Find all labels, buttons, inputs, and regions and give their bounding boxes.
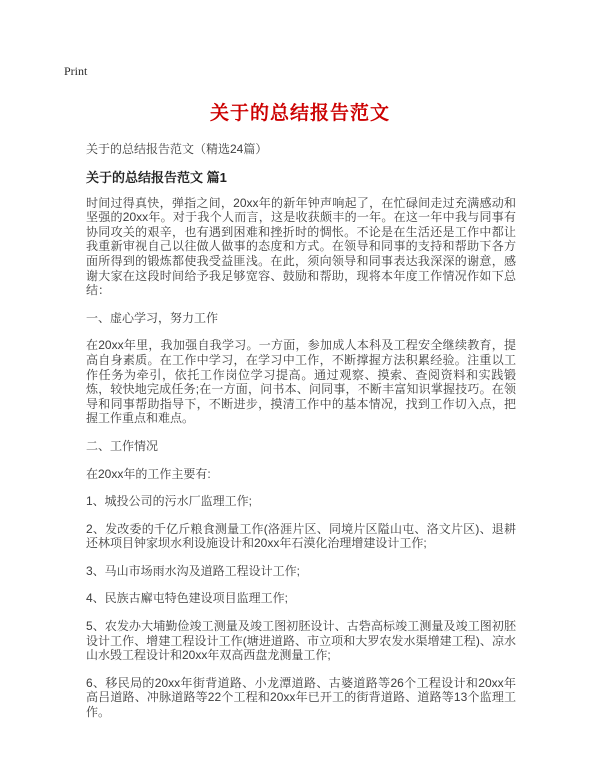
paragraph: 1、城投公司的污水厂监理工作; xyxy=(86,494,253,509)
paragraph: 5、农发办大埔勤俭竣工测量及竣工图初胚设计、古砦高标竣工测量及竣工图初胚设计工作、增建工程设计工作(塘进道路、市立项和大罗农发水渠增建工程)、凉水山水毁工程设计和20xx年双高西盘龙测量工作; xyxy=(86,619,516,663)
page-title: 关于的总结报告范文 xyxy=(209,103,390,124)
section-heading: 关于的总结报告范文 篇1 xyxy=(86,169,227,185)
paragraph: 在20xx年的工作主要有: xyxy=(86,466,211,481)
print-link[interactable]: Print xyxy=(64,64,88,78)
paragraph: 2、发改委的千亿斤粮食测量工作(洛涯片区、同境片区隘山屯、洛文片区)、退耕还林项目钟家坝水利设施设计和20xx年石漠化治理增建设计工作; xyxy=(86,521,516,551)
paragraph: 一、虚心学习，努力工作 xyxy=(86,310,219,325)
paragraph: 时间过得真快，弹指之间，20xx年的新年钟声响起了，在忙碌间走过充满感动和坚强的20xx年。对于我个人而言，这是收获颇丰的一年。在这一年中我与同事有协同攻关的艰辛，也有遇到困难和挫折时的惆怅。不论是在生活还是工作中都让我重新审视自己以往做人做事的态度和方式。在领导和同事的支持和帮助下各方面所得到的锻炼都使我受益匪浅。在此，须向领导和同事表达我深深的谢意，感谢大家在这段时间给予我足够宽容、鼓励和帮助，现将本年度工作情况作如下总结： xyxy=(86,195,516,298)
paragraph: 4、民族古廨屯特色建设项目监理工作; xyxy=(86,591,289,606)
paragraph: 6、移民局的20xx年街背道路、小龙潭道路、古婆道路等26个工程设计和20xx年高吕道路、冲脉道路等22个工程和20xx年已开工的街背道路、道路等13个监理工作。 xyxy=(86,675,516,720)
subtitle: 关于的总结报告范文（精选24篇） xyxy=(86,142,268,156)
paragraph: 3、马山市场雨水沟及道路工程设计工作; xyxy=(86,563,301,578)
article-body xyxy=(86,142,516,720)
paragraph: 在20xx年里，我加强自我学习。一方面，参加成人本科及工程安全继续教育，提高自身素质。在工作中学习，在学习中工作，不断撑握方法积累经验。注重以工作任务为牵引，依托工作岗位学习提高。通过观察、摸索、查阅资料和实践锻炼，较快地完成任务;在一方面，问书本、问同事，不断丰富知识掌握技巧。在领导和同事帮助指导下，不断进步，摸清工作中的基本情况，找到工作切入点，把握工作重点和难点。 xyxy=(86,338,516,426)
paragraph-list xyxy=(86,196,516,720)
paragraph: 二、工作情况 xyxy=(86,438,159,453)
